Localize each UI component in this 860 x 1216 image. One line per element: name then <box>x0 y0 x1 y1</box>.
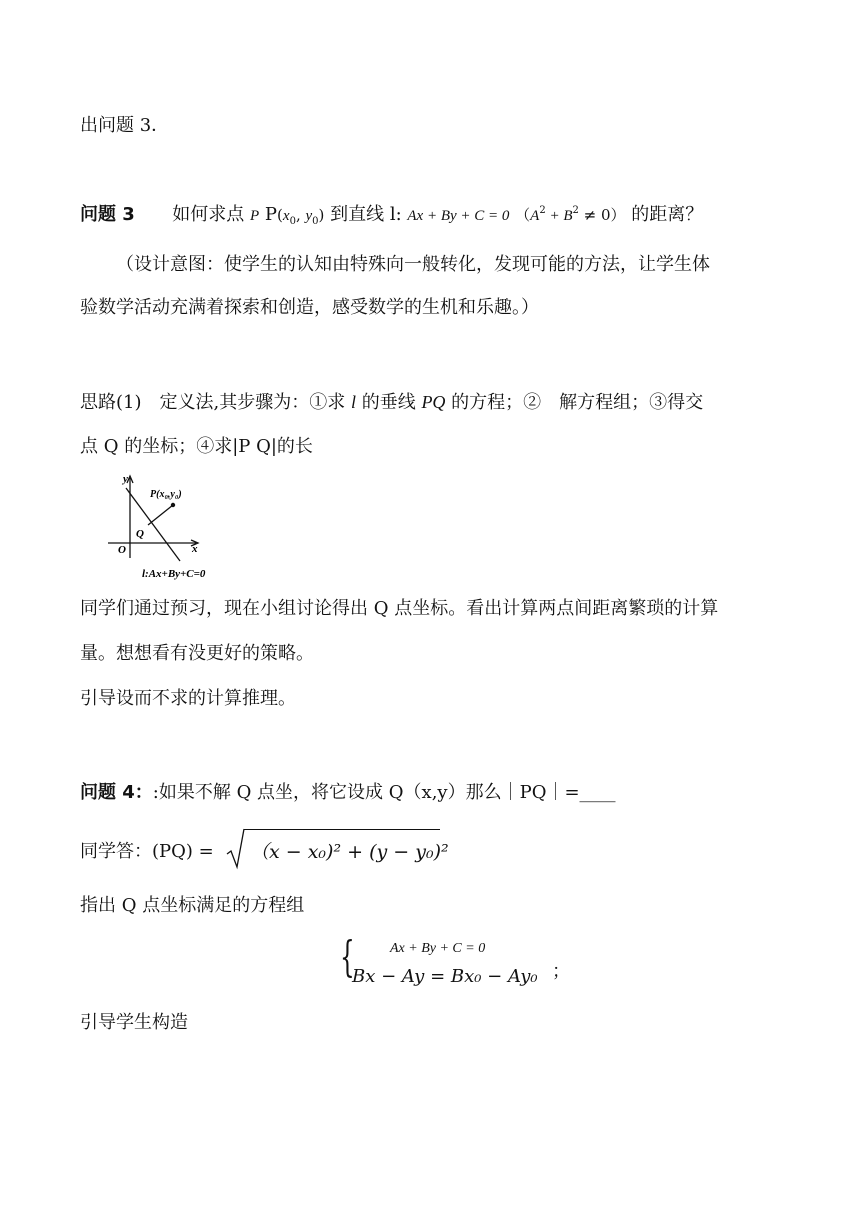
p-label: P(x₀,y₀) <box>150 489 182 500</box>
para-line-2: 量。想想看有没更好的策略。 <box>80 643 314 664</box>
intro-line: 出问题 3． <box>80 115 170 136</box>
x-label: x <box>192 543 198 555</box>
question-3-text-a: 如何求点 <box>172 204 245 225</box>
answer-prefix: 同学答：(PQ) = <box>80 841 214 862</box>
sqrt-sign <box>226 828 246 870</box>
guide-line: 引导学生构造 <box>80 1012 188 1033</box>
idea-text-c: 的方程；② 解方程组；③得交 <box>445 392 704 413</box>
idea-line-1 <box>80 393 703 412</box>
system-eq-1: Ax + By + C = 0 <box>390 941 486 956</box>
point-p-italic: P <box>250 208 260 224</box>
question-4 <box>80 784 616 802</box>
question-3 <box>80 206 703 227</box>
system-brace: { <box>340 932 355 981</box>
para-line-1: 同学们通过预习，现在小组讨论得出 Q 点坐标。看出计算两点间距离繁琐的计算 <box>80 598 719 619</box>
condition: $(A^2 + B^2 \ne 0)$ <box>515 205 626 224</box>
system-tail: ； <box>552 961 570 982</box>
question-3-label: 问题 3 <box>80 204 135 225</box>
point-coords: ($x_0$, $y_0$) <box>277 206 325 227</box>
line-equation: Ax + By + C = 0 <box>407 208 510 224</box>
question-4-text: :如果不解 Q 点坐，将它设成 Q（x,y）那么｜PQ｜=____ <box>152 782 616 803</box>
design-intent-line-2: 验数学活动充满着探索和创造，感受数学的生机和乐趣。） <box>80 297 539 318</box>
idea-line-2: 点 Q 的坐标；④求|P Q|的长 <box>80 436 313 457</box>
point-p: P <box>264 204 278 225</box>
y-label: y <box>123 473 128 485</box>
origin-label: O <box>118 544 126 556</box>
line-label: l:Ax+By+C=0 <box>142 568 206 580</box>
student-answer <box>80 843 214 861</box>
para-line-3: 引导设而不求的计算推理。 <box>80 688 296 709</box>
point-out-line: 指出 Q 点坐标满足的方程组 <box>80 895 305 916</box>
question-3-text-b: 到直线 l: <box>330 204 408 225</box>
question-3-text-c: 的距离？ <box>631 204 704 225</box>
question-4-label: 问题 4： <box>80 782 153 803</box>
distance-figure <box>100 470 240 582</box>
segment-pq <box>148 505 173 525</box>
idea-text-b: 的垂线 <box>355 392 416 413</box>
system-eq-2: Bx − Ay = Bx₀ − Ay₀ <box>352 966 538 987</box>
design-intent-line-1: （设计意图：使学生的认知由特殊向一般转化，发现可能的方法，让学生体 <box>116 254 710 275</box>
q-label: Q <box>136 528 144 540</box>
answer-radicand: （x − x₀)² + (y − y₀)² <box>250 841 449 863</box>
idea-l: l <box>350 392 356 412</box>
sqrt-bar <box>244 829 440 830</box>
idea-text-a: 思路(1) 定义法,其步骤为：①求 <box>80 392 346 413</box>
point-p-dot <box>171 503 175 507</box>
idea-pq: PQ <box>421 392 446 412</box>
